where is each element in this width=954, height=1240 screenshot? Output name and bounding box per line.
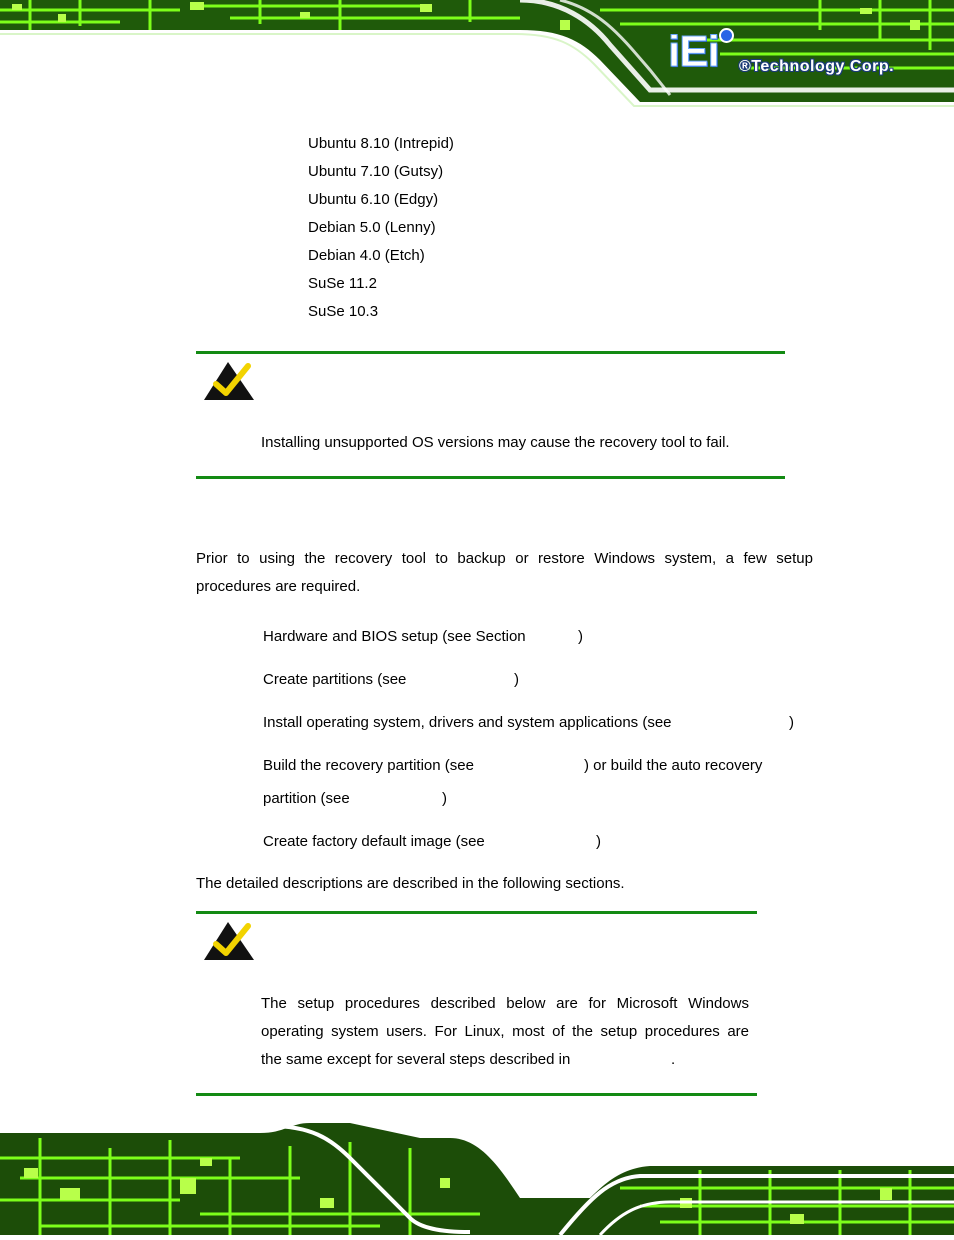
intro-paragraph: Prior to using the recovery tool to backup or restore Windows system, a few setup procedures are required. (196, 550, 813, 595)
step-text: Create partitions (see (263, 671, 407, 688)
list-item: Debian 5.0 (Lenny) (308, 219, 436, 236)
note-text-line: The setup procedures described below are for Microsoft Windows (261, 995, 749, 1012)
list-item: SuSe 10.3 (308, 303, 379, 320)
detail-sentence: The detailed descriptions are described in the following sections. (196, 875, 625, 892)
list-item: SuSe 11.2 (308, 275, 377, 292)
step-text-end: ) (442, 790, 447, 807)
checkmark-icon (204, 360, 254, 400)
note-text-line: the same except for several steps described in (261, 1051, 571, 1068)
note-top-rule (196, 911, 757, 914)
step-text-end: ) (789, 714, 794, 731)
step-text: Install operating system, drivers and system applications (see (263, 714, 672, 731)
footer-banner (0, 1118, 954, 1235)
step-text: Hardware and BIOS setup (see Section (263, 628, 526, 645)
note-bottom-rule (196, 476, 785, 479)
supported-os-list (308, 130, 454, 326)
note-text-line: operating system users. For Linux, most of the setup procedures are (261, 1023, 749, 1040)
step-text-end: ) (596, 833, 601, 850)
list-item: Ubuntu 8.10 (Intrepid) (308, 135, 454, 152)
list-item: Debian 4.0 (Etch) (308, 247, 425, 264)
iei-logo (666, 28, 936, 83)
note-text: Installing unsupported OS versions may cause the recovery tool to fail. (261, 434, 730, 451)
step-text: Build the recovery partition (see (263, 757, 474, 774)
step-text-end: ) or build the auto recovery (584, 757, 763, 774)
step-text-end: ) (578, 628, 583, 645)
note-top-rule (196, 351, 785, 354)
list-item: Ubuntu 7.10 (Gutsy) (308, 163, 444, 180)
step-text: partition (see (263, 790, 350, 807)
header-banner (0, 0, 954, 112)
note-text-end: . (671, 1051, 676, 1068)
checkmark-icon (204, 920, 254, 960)
step-text: Create factory default image (see (263, 833, 485, 850)
note-bottom-rule (196, 1093, 757, 1096)
step-text-end: ) (514, 671, 519, 688)
logo-company-text: ®Technology Corp. (739, 58, 895, 75)
list-item: Ubuntu 6.10 (Edgy) (308, 191, 439, 208)
circuit-board-footer-graphic (0, 1118, 954, 1235)
iei-logo-mark: iEi (668, 27, 719, 76)
logo-dot-icon (719, 28, 734, 43)
